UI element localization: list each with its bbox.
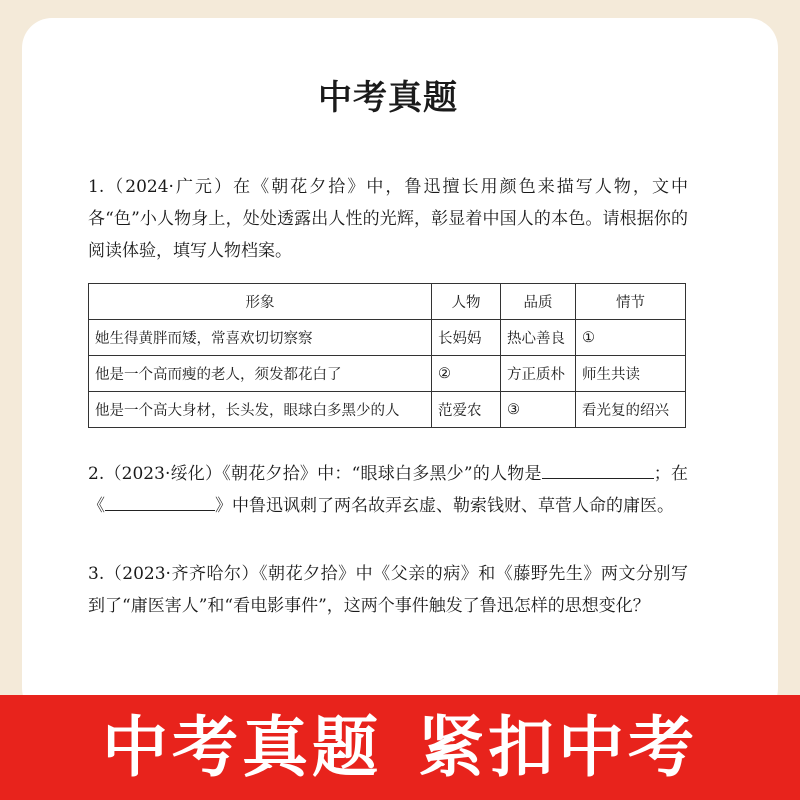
cell-image: 他是一个高大身材，长头发，眼球白多黑少的人 bbox=[89, 392, 432, 428]
banner-text-right: 紧扣中考 bbox=[418, 709, 698, 786]
cell-character: 范爱农 bbox=[432, 392, 501, 428]
question-3: 3.（2023·齐齐哈尔）《朝花夕拾》中《父亲的病》和《藤野先生》两文分别写到了“庸医害人”和“看电影事件”，这两个事件触发了鲁迅怎样的思想变化？ bbox=[88, 564, 688, 616]
cell-character: 长妈妈 bbox=[432, 320, 501, 356]
question-1: 1.（2024·广元）在《朝花夕拾》中，鲁迅擅长用颜色来描写人物，文中各“色”小人物身上，处处透露出人性的光辉，彰显着中国人的本色。请根据你的阅读体验，填写人物档案。 bbox=[88, 177, 688, 261]
table-row bbox=[89, 320, 686, 356]
question-2-mid: ；在《 bbox=[88, 464, 688, 516]
question-2-lead: 2.（2023·绥化）《朝花夕拾》中：“眼球白多黑少”的人物是 bbox=[88, 464, 542, 484]
header-image: 形象 bbox=[89, 284, 432, 320]
cell-plot: 师生共读 bbox=[576, 356, 686, 392]
cell-quality: 方正质朴 bbox=[501, 356, 576, 392]
answer-blank-1 bbox=[542, 458, 654, 479]
question-2-tail: 》中鲁迅讽刺了两名故弄玄虚、勒索钱财、草菅人命的庸医。 bbox=[215, 496, 674, 516]
cell-character: ② bbox=[432, 356, 501, 392]
cell-image: 她生得黄胖而矮，常喜欢切切察察 bbox=[89, 320, 432, 356]
cell-quality: ③ bbox=[501, 392, 576, 428]
table-row bbox=[89, 356, 686, 392]
question-2 bbox=[88, 458, 688, 522]
header-plot: 情节 bbox=[576, 284, 686, 320]
header-quality: 品质 bbox=[501, 284, 576, 320]
page-title: 中考真题 bbox=[318, 78, 458, 118]
banner-text-left: 中考真题 bbox=[102, 709, 382, 786]
cell-plot: ① bbox=[576, 320, 686, 356]
character-profile-table bbox=[88, 283, 686, 428]
table-header-row bbox=[89, 284, 686, 320]
table-row bbox=[89, 392, 686, 428]
cell-image: 他是一个高而瘦的老人，须发都花白了 bbox=[89, 356, 432, 392]
promo-banner bbox=[0, 695, 800, 800]
cell-quality: 热心善良 bbox=[501, 320, 576, 356]
cell-plot: 看光复的绍兴 bbox=[576, 392, 686, 428]
answer-blank-2 bbox=[105, 490, 215, 511]
header-character: 人物 bbox=[432, 284, 501, 320]
